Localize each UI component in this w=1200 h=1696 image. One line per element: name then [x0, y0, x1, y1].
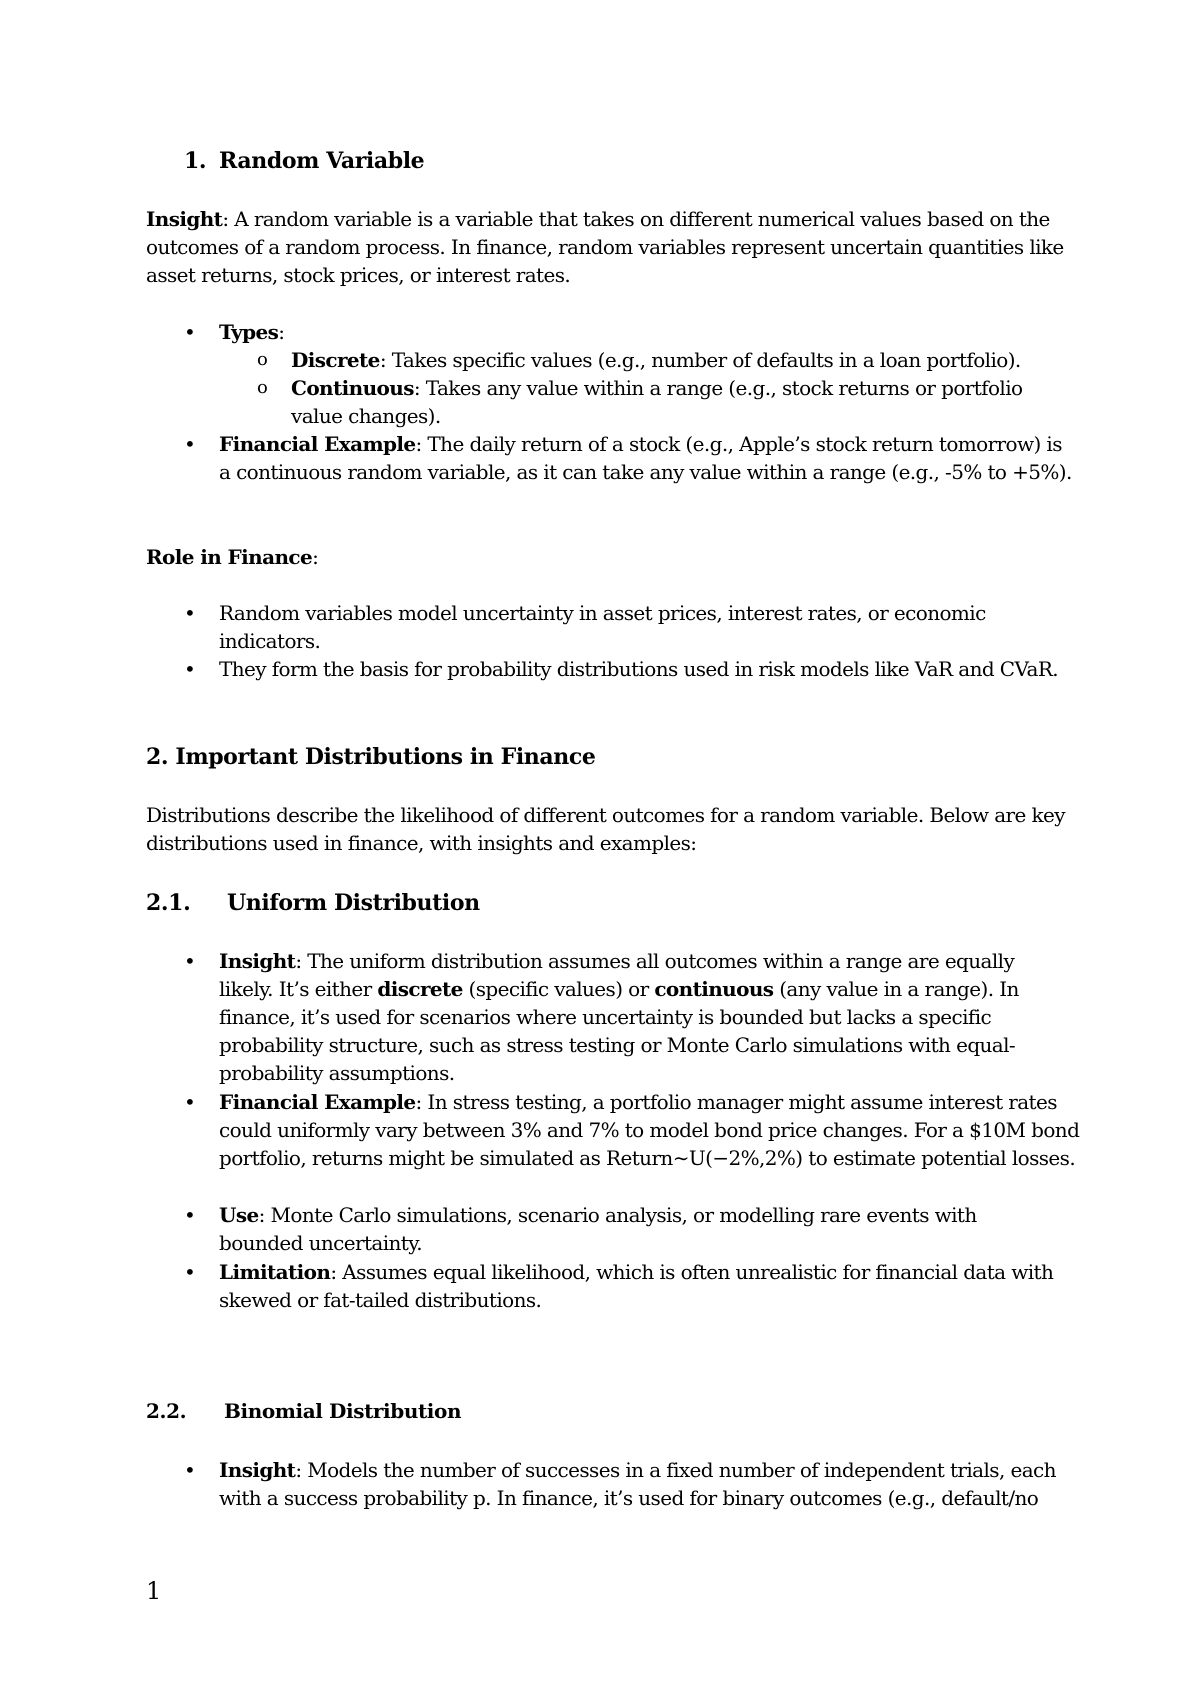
types-item — [219, 318, 1079, 346]
discrete-item — [291, 346, 1071, 374]
bullet-icon: • — [184, 432, 196, 456]
insight-text: : A random variable is a variable that takes on different numerical values based on the outcomes of a random process. In finance, random variables represent uncertain quantities like asset returns, stock prices, or interest rates. — [146, 207, 1064, 287]
continuous-word: continuous — [654, 977, 774, 1001]
list-item: Random variables model uncertainty in asset prices, interest rates, or economic indicators. — [219, 601, 986, 653]
binomial-insight-label: Insight — [219, 1458, 296, 1482]
role-in-finance-heading — [146, 543, 318, 571]
section-1-title: Random Variable — [219, 148, 425, 174]
uniform-insight-text-c: (any value in a range). In finance, it’s used for scenarios where uncertainty is bounded but lacks a specific probability structure, such as stress testing or Monte Carlo simulations with equal-probability assumptions. — [219, 977, 1019, 1085]
insight-label: Insight — [146, 207, 223, 231]
list-item: They form the basis for probability distributions used in risk models like VaR and CVaR. — [219, 657, 1059, 681]
financial-example-label: Financial Example — [219, 432, 416, 456]
financial-example-item — [219, 430, 1074, 486]
circle-bullet-icon: o — [257, 349, 268, 370]
bullet-icon: • — [184, 1260, 196, 1284]
role-label: Role in Finance — [146, 545, 313, 569]
circle-bullet-icon: o — [257, 377, 268, 398]
uniform-limitation-text: : Assumes equal likelihood, which is often unrealistic for financial data with skewed or fat-tailed distributions. — [219, 1260, 1054, 1312]
financial-example-text: : The daily return of a stock (e.g., Apple’s stock return tomorrow) is a continuous random variable, as it can take any value within a range (e.g., -5% to +5%). — [219, 432, 1072, 484]
types-label: Types — [219, 320, 279, 344]
types-colon: : — [278, 320, 285, 344]
section-1-number: 1. — [184, 148, 207, 174]
section-2-2-number: 2.2. — [146, 1399, 187, 1423]
section-2-1-title: Uniform Distribution — [227, 890, 480, 916]
bullet-icon: • — [184, 601, 196, 625]
uniform-insight-text-b: (specific values) or — [462, 977, 655, 1001]
uniform-use-text: : Monte Carlo simulations, scenario analysis, or modelling rare events with bounded uncertainty. — [219, 1203, 977, 1255]
bullet-icon: • — [184, 657, 196, 681]
uniform-example-text: : In stress testing, a portfolio manager might assume interest rates could uniformly vary between 3% and 7% to model bond price changes. For a $10M bond portfolio, returns might be simulated as Return∼U(−2%,2%) to estimate potential losses. — [219, 1090, 1080, 1170]
continuous-text: : Takes any value within a range (e.g., stock returns or portfolio value changes). — [291, 376, 1023, 428]
uniform-insight-item — [219, 947, 1049, 1087]
continuous-item — [291, 374, 1051, 430]
role-colon: : — [312, 545, 319, 569]
uniform-example-label: Financial Example — [219, 1090, 416, 1114]
discrete-word: discrete — [377, 977, 463, 1001]
binomial-insight-item — [219, 1456, 1089, 1512]
section-1-insight-paragraph — [146, 205, 1076, 289]
bullet-icon: • — [184, 1458, 196, 1482]
bullet-icon: • — [184, 1090, 196, 1114]
uniform-insight-text-a: : The uniform distribution assumes all outcomes within a range are equally likely. It’s either — [219, 949, 1015, 1001]
uniform-limitation-label: Limitation — [219, 1260, 331, 1284]
page-number: 1 — [146, 1577, 162, 1605]
section-2-1-number: 2.1. — [146, 890, 191, 916]
binomial-insight-text: : Models the number of successes in a fixed number of independent trials, each with a success probability p. In finance, it’s used for binary outcomes (e.g., default/no — [219, 1458, 1056, 1510]
discrete-label: Discrete — [291, 348, 380, 372]
uniform-limitation-item — [219, 1258, 1069, 1314]
uniform-example-item — [219, 1088, 1084, 1172]
discrete-text: : Takes specific values (e.g., number of defaults in a loan portfolio). — [379, 348, 1021, 372]
section-2-intro-paragraph: Distributions describe the likelihood of different outcomes for a random variable. Below are key distributions used in finance, with insights and examples: — [146, 803, 1065, 855]
bullet-icon: • — [184, 320, 196, 344]
bullet-icon: • — [184, 1203, 196, 1227]
section-2-2-title: Binomial Distribution — [224, 1399, 462, 1423]
bullet-icon: • — [184, 949, 196, 973]
section-2-title: 2. Important Distributions in Finance — [146, 744, 596, 770]
uniform-use-item — [219, 1201, 1044, 1257]
continuous-label: Continuous — [291, 376, 414, 400]
uniform-use-label: Use — [219, 1203, 259, 1227]
uniform-insight-label: Insight — [219, 949, 296, 973]
